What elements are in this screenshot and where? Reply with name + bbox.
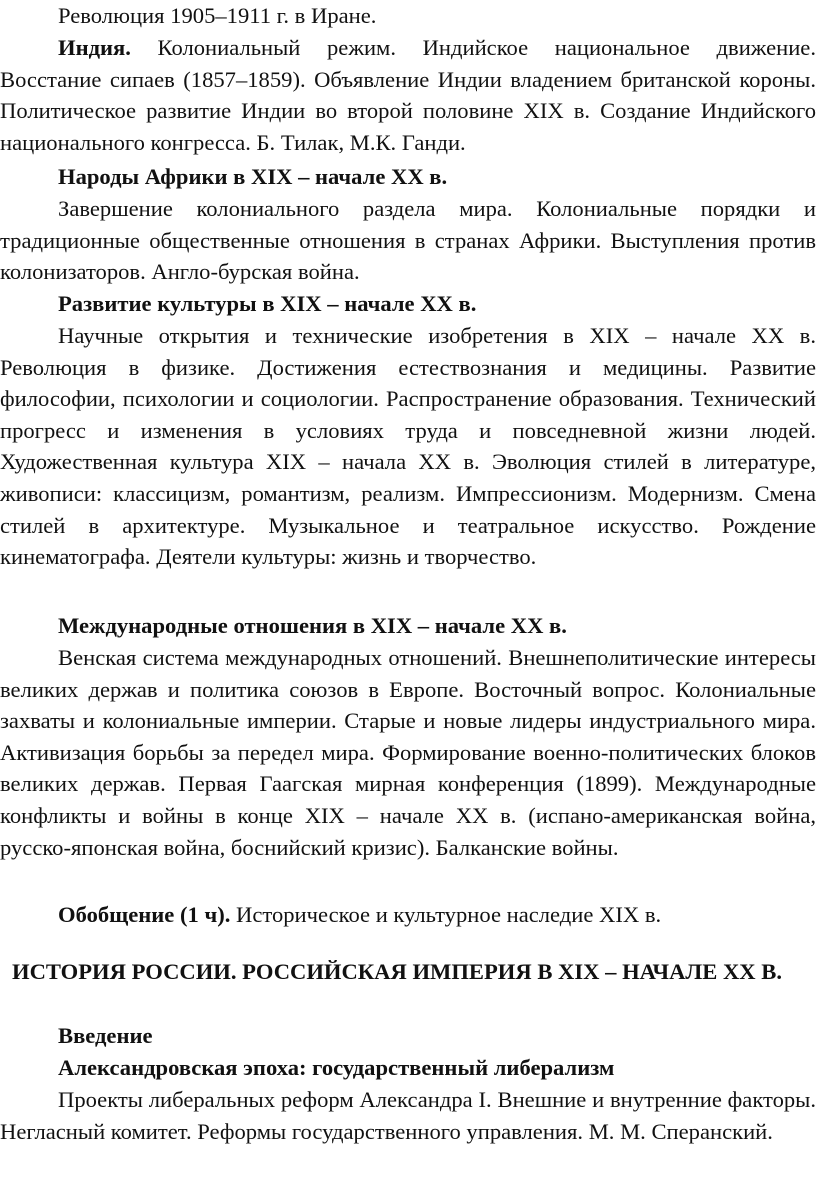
russia-section-title: ИСТОРИЯ РОССИИ. РОССИЙСКАЯ ИМПЕРИЯ В XIX – НАЧАЛЕ XX В.: [12, 959, 782, 984]
alexander-era-heading: Александровская эпоха: государственный либерализм: [58, 1055, 615, 1080]
iran-revolution-line: [0, 0, 816, 32]
africa-paragraph: Завершение колониального раздела мира. Колониальные порядки и традиционные общественные отношения в странах Африки. Выступления против колонизаторов. Англо-бурская война.: [0, 196, 816, 285]
introduction-heading: Введение: [58, 1023, 153, 1048]
intl-heading: Международные отношения в XIX – начале XX в.: [58, 613, 567, 638]
india-lead: Индия.: [58, 35, 131, 60]
summary-lead: Обобщение (1 ч).: [58, 902, 231, 927]
summary-paragraph: [0, 899, 816, 931]
alexander-era-paragraph: Проекты либеральных реформ Александра I. Внешние и внутренние факторы. Негласный комитет. Реформы государственного управления. М. М. Сперанский.: [0, 1087, 816, 1144]
iran-revolution-text: Революция 1905–1911 г. в Иране.: [58, 3, 377, 28]
india-paragraph: [0, 32, 816, 158]
culture-paragraph: Научные открытия и технические изобретения в XIX – начале XX в. Революция в физике. Достижения естествознания и медицины. Развитие философии, психологии и социологии. Распространение образования. Технический прогресс и изменения в условиях труда и повседневной жизни людей. Художественная культура XIX – начала XX в. Эволюция стилей в литературе, живописи: классицизм, романтизм, реализм. Импрессионизм. Модернизм. Смена стилей в архитектуре. Музыкальное и театральное искусство. Рождение кинематографа. Деятели культуры: жизнь и творчество.: [0, 323, 816, 570]
intl-paragraph: Венская система международных отношений. Внешнеполитические интересы великих держав и политика союзов в Европе. Восточный вопрос. Колониальные захваты и колониальные империи. Старые и новые лидеры индустриального мира. Активизация борьбы за передел мира. Формирование военно-политических блоков великих держав. Первая Гаагская мирная конференция (1899). Международные конфликты и войны в конце XIX – начале XX в. (испано-американская война, русско-японская война, боснийский кризис). Балканские войны.: [0, 645, 816, 860]
india-text: Колониальный режим. Индийское национальное движение. Восстание сипаев (1857–1859). Объявление Индии владением британской короны. Политическое развитие Индии во второй половине XIX в. Создание Индийского национального конгресса. Б. Тилак, М.К. Ганди.: [0, 35, 816, 155]
culture-heading: Развитие культуры в XIX – начале XX в.: [58, 291, 477, 316]
summary-text: Историческое и культурное наследие XIX в.: [230, 902, 662, 927]
africa-heading: Народы Африки в XIX – начале XX в.: [58, 164, 448, 189]
